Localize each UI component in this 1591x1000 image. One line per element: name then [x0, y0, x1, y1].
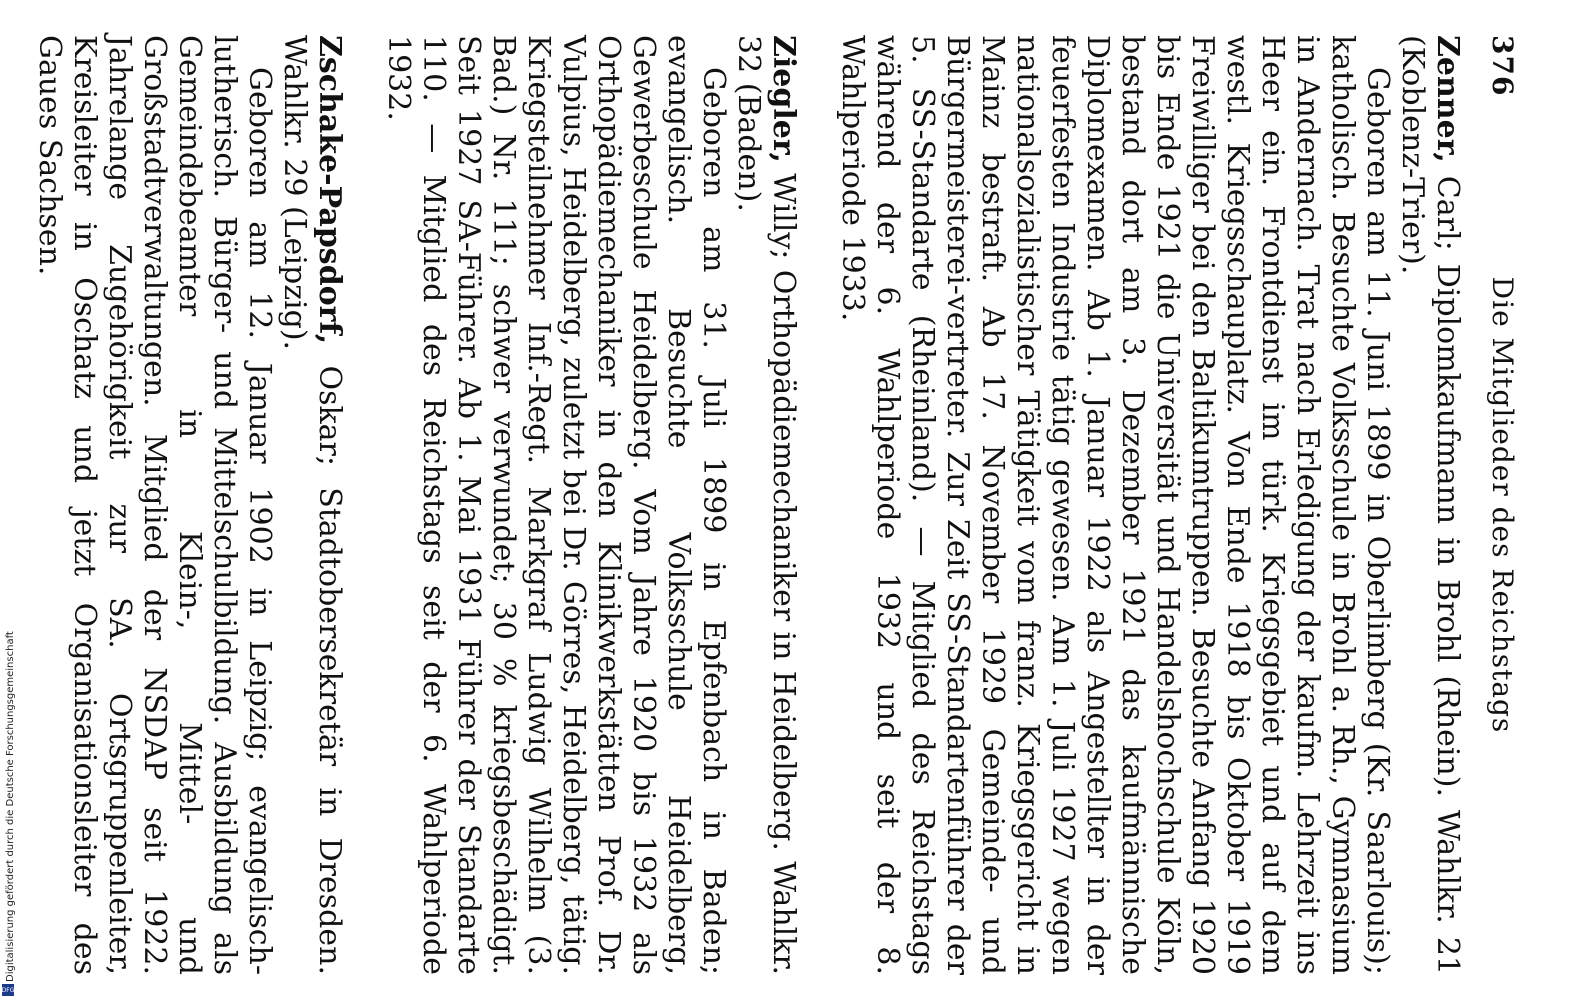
entry-heading — [1395, 35, 1465, 975]
entry-body: Geboren am 31. Juli 1899 in Epfenbach in Baden; evangelisch. Besuchte Volksschule Heidelberg, Gewerbeschule Heidelberg. Vom Jahre 1920 bis 1932 als Orthopädiemechaniker in den Klinikwerkstätten Prof. Dr. Vulpius, Heidelberg, zuletzt bei Dr. Görres, Heidelberg, tätig. Kriegsteilnehmer Inf.-Regt. Markgraf Ludwig Wilhelm (3. Bad.) Nr. 111; schwer verwundet; 30 % kriegsbeschädigt. Seit 1927 SA-Führer. Ab 1. Mai 1931 Führer der Standarte 110. — Mitglied des Reichstags seit der 6. Wahlperiode 1932. — [381, 35, 731, 975]
entry-heading — [731, 35, 801, 975]
rotated-page — [32, 35, 1525, 975]
digitization-credit — [2, 542, 16, 982]
entry-head-text: Oskar; Stadtobersekretär in Dresden. Wahlkr. 29 (Leipzig). — [277, 35, 347, 975]
entry-name: Zschake-Papsdorf, — [312, 35, 347, 345]
credit-text: Digitalisierung gefördert durch die Deutsche Forschungsgemeinschaft — [5, 631, 16, 982]
page-number: 376 — [1486, 35, 1519, 97]
dfg-logo: DFG — [2, 984, 14, 996]
entry-body: Geboren am 11. Juni 1899 in Oberlimberg (Kr. Saarlouis); katholisch. Besuchte Volksschule in Brohl a. Rh., Gymnasium in Andernach. Trat nach Erledigung der kaufm. Lehrzeit ins Heer ein. Frontdienst im türk. Kriegsgebiet und auf dem westl. Kriegsschauplatz. Von Ende 1918 bis Oktober 1919 Freiwilliger bei den Baltikumtruppen. Besuchte Anfang 1920 bis Ende 1921 die Universität und Handelshochschule Köln, bestand dort am 3. Dezember 1921 das kaufmännische Diplomexamen. Ab 1. Januar 1922 als Angestellter in der feuerfesten Industrie tätig gewesen. Am 1. Juli 1927 wegen nationalsozialistischer Tätigkeit vom franz. Kriegsgericht in Mainz bestraft. Ab 17. November 1929 Gemeinde- und Bürgermeisterei-vertreter. Zur Zeit SS-Standartenführer der 5. SS-Standarte (Rheinland). — Mitglied des Reichstags während der 6. Wahlperiode 1932 und seit der 8. Wahlperiode 1933. — [835, 35, 1395, 975]
entry-head-text: Willy; Orthopädiemechaniker in Heidelberg. Wahlkr. 32 (Baden). — [731, 35, 801, 975]
biography-entry — [381, 35, 801, 975]
biography-entry — [32, 35, 347, 975]
biography-entry — [835, 35, 1465, 975]
entry-heading — [277, 35, 347, 975]
page-header — [1475, 35, 1525, 975]
entry-name: Ziegler, — [766, 35, 801, 163]
entry-head-text: Carl; Diplomkaufmann in Brohl (Rhein). Wahlkr. 21 (Koblenz-Trier). — [1395, 35, 1465, 975]
entry-name: Zenner, — [1430, 35, 1465, 163]
entry-body: Geboren am 12. Januar 1902 in Leipzig; evangelisch-lutherisch. Bürger- und Mittelschulbildung. Ausbildung als Gemeindebeamter in Klein-, Mittel- und Großstadtverwaltungen. Mitglied der NSDAP seit 1922. Jahrelange Zugehörigkeit zur SA. Ortsgruppenleiter, Kreisleiter in Oschatz und jetzt Organisationsleiter des Gaues Sachsen. — [32, 35, 277, 975]
running-title: Die Mitglieder des Reichstags — [1486, 276, 1519, 734]
